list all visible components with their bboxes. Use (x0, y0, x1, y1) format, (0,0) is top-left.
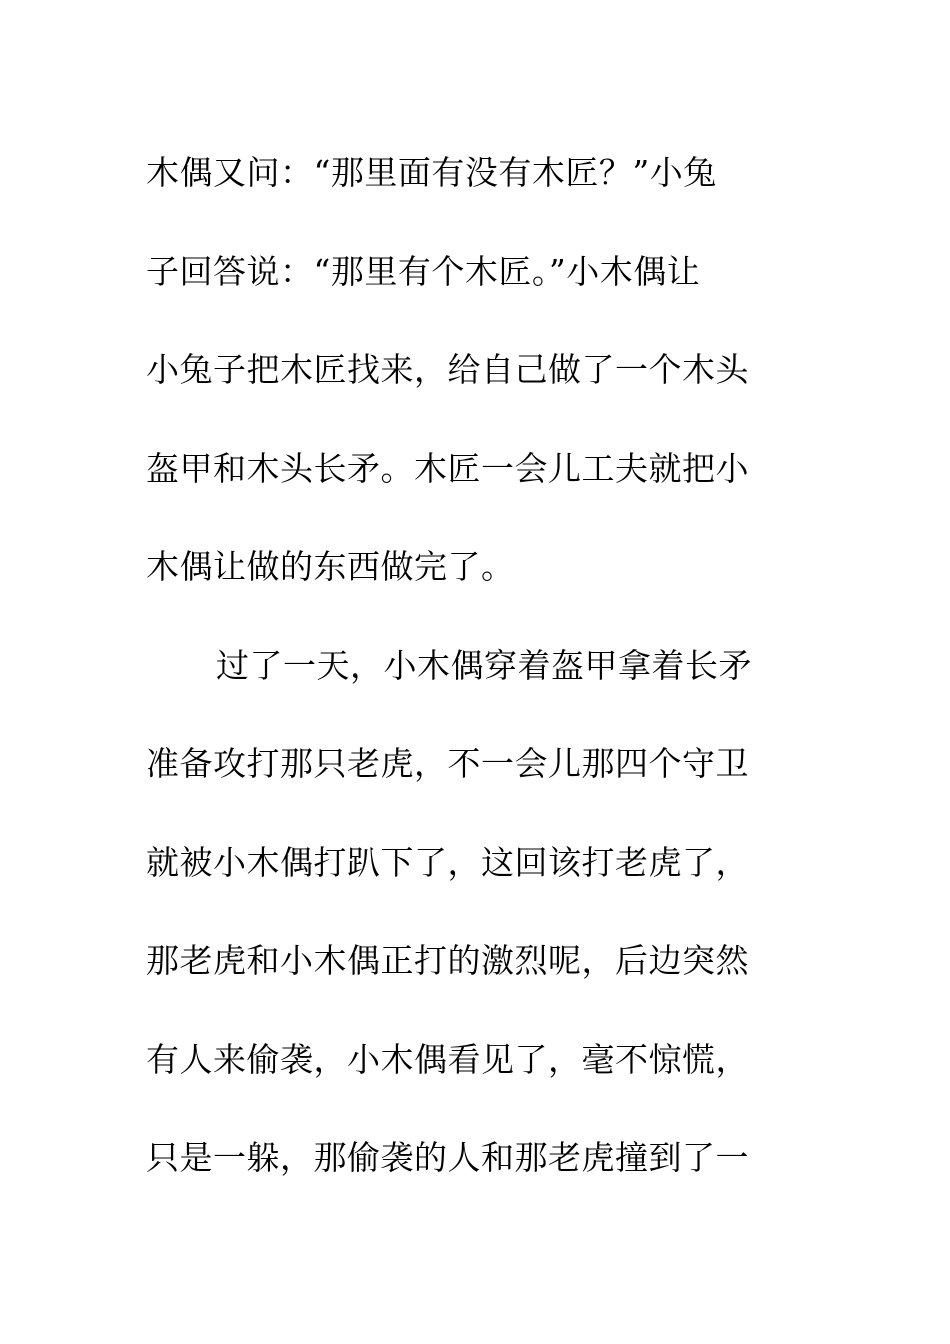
text-line: 准备攻打那只老虎，不一会儿那四个守卫 (146, 744, 749, 783)
text-line: 盔甲和木头长矛。木匠一会儿工夫就把小 (146, 448, 749, 488)
text-line: 只是一躲，那偷袭的人和那老虎撞到了一 (146, 1138, 749, 1177)
text-line: 那老虎和小木偶正打的激烈呢，后边突然 (146, 941, 749, 980)
body-text (146, 124, 786, 1208)
text-line: 就被小木偶打趴下了，这回该打老虎了， (146, 842, 749, 882)
text-line: 有人来偷袭，小木偶看见了，毫不惊慌， (146, 1039, 749, 1079)
text-line: 木偶又问：“那里面有没有木匠？”小兔 (146, 153, 717, 192)
paragraph-first-line: 过了一天，小木偶穿着盔甲拿着长矛 (216, 645, 752, 685)
text-line: 子回答说：“那里有个木匠。”小木偶让 (146, 251, 701, 291)
text-line: 小兔子把木匠找来，给自己做了一个木头 (146, 350, 749, 389)
text-line: 木偶让做的东西做完了。 (146, 547, 515, 586)
